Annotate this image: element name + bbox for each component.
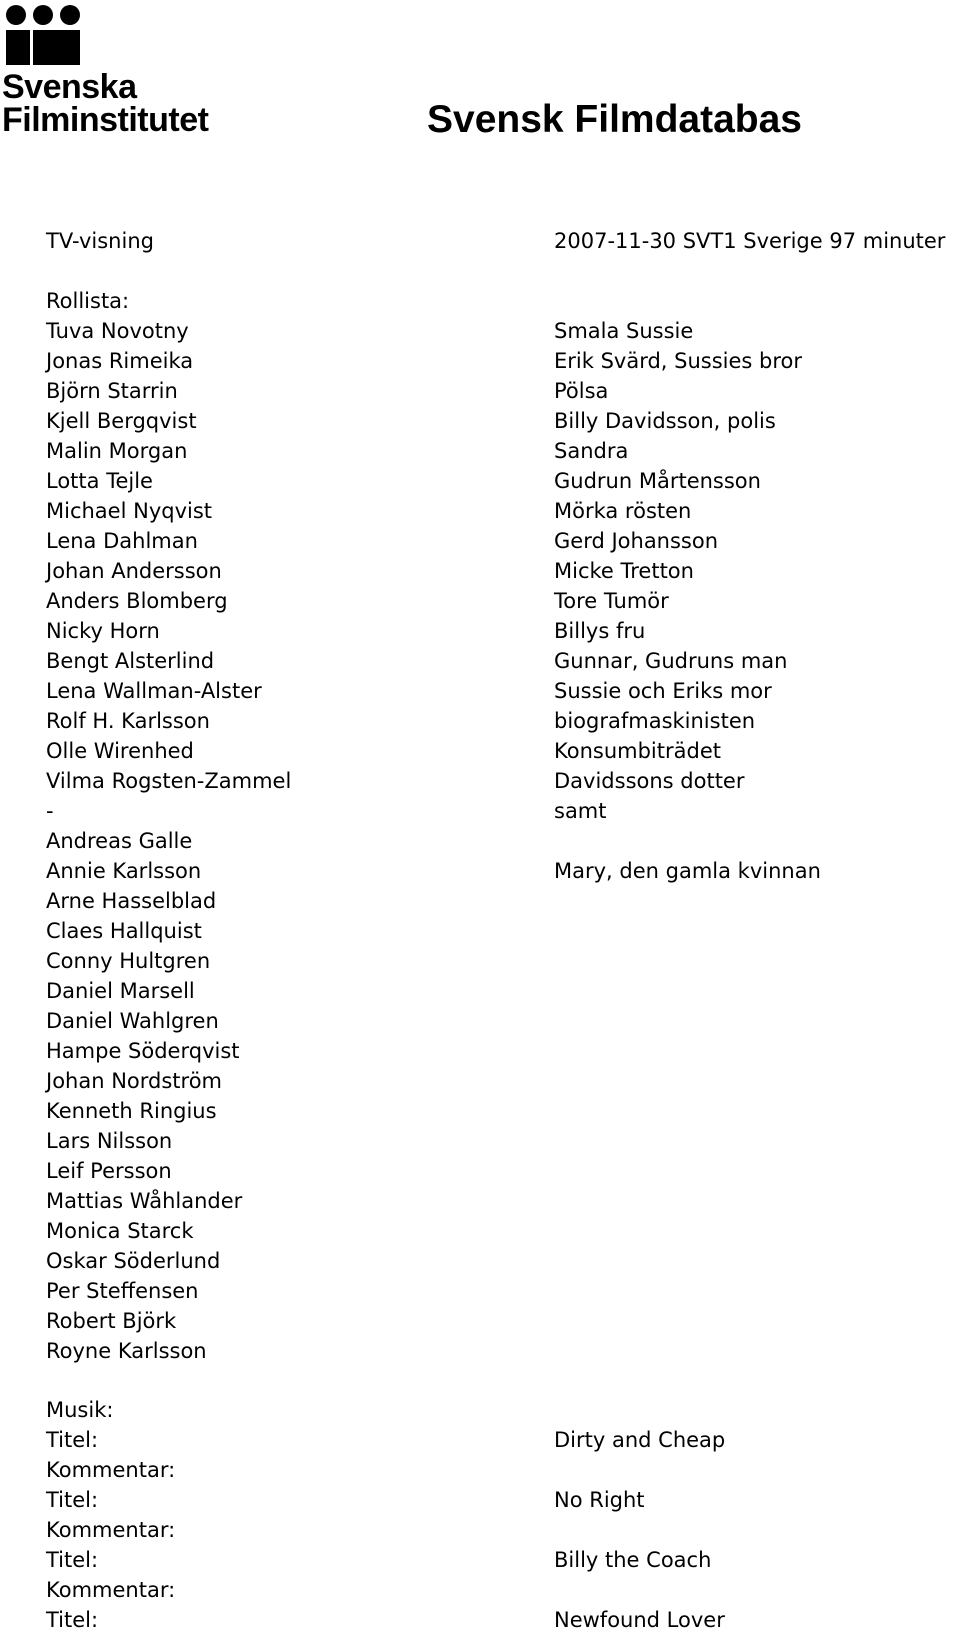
music-field-label: Kommentar:: [46, 1458, 176, 1482]
cast-heading: Rollista:: [46, 289, 130, 313]
music-heading: Musik:: [46, 1398, 114, 1422]
cast-row: [46, 526, 960, 556]
music-field-value: No Right: [554, 1488, 645, 1512]
actor-name: Bengt Alsterlind: [46, 649, 215, 673]
role-name: Micke Tretton: [554, 559, 694, 583]
cast-row: [46, 346, 960, 376]
cast-row: [46, 826, 960, 856]
actor-name: Olle Wirenhed: [46, 739, 194, 763]
role-name: Sandra: [554, 439, 629, 463]
actor-name: Hampe Söderqvist: [46, 1039, 240, 1063]
role-name: biografmaskinisten: [554, 709, 756, 733]
role-name: Billy Davidsson, polis: [554, 409, 776, 433]
cast-row: [46, 796, 960, 826]
actor-name: Tuva Novotny: [46, 319, 189, 343]
actor-name: Claes Hallquist: [46, 919, 202, 943]
cast-row: [46, 766, 960, 796]
role-name: Billys fru: [554, 619, 646, 643]
actor-name: -: [46, 799, 54, 823]
actor-name: Per Steffensen: [46, 1279, 199, 1303]
role-name: Gunnar, Gudruns man: [554, 649, 788, 673]
cast-row: [46, 1036, 960, 1066]
svenska-filminstitutet-logo: [2, 2, 222, 137]
tv-broadcast-row: [46, 226, 960, 256]
music-field-label: Titel:: [46, 1488, 99, 1512]
role-name: Gudrun Mårtensson: [554, 469, 761, 493]
cast-row: [46, 1276, 960, 1306]
cast-row: [46, 1246, 960, 1276]
cast-row: [46, 466, 960, 496]
actor-name: Malin Morgan: [46, 439, 188, 463]
actor-name: Jonas Rimeika: [46, 349, 194, 373]
actor-name: Conny Hultgren: [46, 949, 211, 973]
role-name: Erik Svärd, Sussies bror: [554, 349, 803, 373]
music-row: [46, 1515, 960, 1545]
actor-name: Lena Wallman-Alster: [46, 679, 262, 703]
actor-name: Monica Starck: [46, 1219, 194, 1243]
role-name: Tore Tumör: [554, 589, 669, 613]
role-name: Pölsa: [554, 379, 609, 403]
logo-mark-icon: [2, 2, 86, 70]
role-name: samt: [554, 799, 607, 823]
actor-name: Kenneth Ringius: [46, 1099, 217, 1123]
actor-name: Daniel Marsell: [46, 979, 195, 1003]
music-row: [46, 1605, 960, 1635]
actor-name: Rolf H. Karlsson: [46, 709, 210, 733]
music-field-label: Titel:: [46, 1608, 99, 1632]
cast-row: [46, 1216, 960, 1246]
cast-row: [46, 556, 960, 586]
music-field-value: Newfound Lover: [554, 1608, 725, 1632]
cast-row: [46, 1186, 960, 1216]
cast-row: [46, 946, 960, 976]
actor-name: Johan Andersson: [46, 559, 222, 583]
actor-name: Andreas Galle: [46, 829, 193, 853]
cast-row: [46, 406, 960, 436]
cast-row: [46, 886, 960, 916]
role-name: Sussie och Eriks mor: [554, 679, 772, 703]
cast-row: [46, 376, 960, 406]
cast-row: [46, 1336, 960, 1366]
role-name: Mörka rösten: [554, 499, 692, 523]
role-name: Smala Sussie: [554, 319, 694, 343]
music-row: [46, 1575, 960, 1605]
cast-row: [46, 1156, 960, 1186]
actor-name: Lars Nilsson: [46, 1129, 173, 1153]
cast-row: [46, 496, 960, 526]
cast-row: [46, 586, 960, 616]
cast-row: [46, 1096, 960, 1126]
actor-name: Lotta Tejle: [46, 469, 153, 493]
actor-name: Johan Nordström: [46, 1069, 223, 1093]
music-field-label: Kommentar:: [46, 1518, 176, 1542]
music-row: [46, 1425, 960, 1455]
music-field-value: Billy the Coach: [554, 1548, 712, 1572]
music-field-label: Titel:: [46, 1548, 99, 1572]
cast-row: [46, 676, 960, 706]
cast-row: [46, 1006, 960, 1036]
cast-row: [46, 916, 960, 946]
actor-name: Nicky Horn: [46, 619, 160, 643]
music-field-label: Kommentar:: [46, 1578, 176, 1602]
cast-row: [46, 706, 960, 736]
role-name: Mary, den gamla kvinnan: [554, 859, 821, 883]
actor-name: Michael Nyqvist: [46, 499, 213, 523]
cast-row: [46, 1306, 960, 1336]
cast-row: [46, 856, 960, 886]
cast-row: [46, 616, 960, 646]
role-name: Davidssons dotter: [554, 769, 745, 793]
actor-name: Leif Persson: [46, 1159, 172, 1183]
actor-name: Mattias Wåhlander: [46, 1189, 243, 1213]
role-name: Gerd Johansson: [554, 529, 719, 553]
actor-name: Oskar Söderlund: [46, 1249, 221, 1273]
logo-text-line2: Filminstitutet: [2, 101, 209, 139]
actor-name: Daniel Wahlgren: [46, 1009, 219, 1033]
tv-broadcast-label: TV-visning: [46, 229, 154, 253]
cast-row: [46, 1126, 960, 1156]
cast-row: [46, 976, 960, 1006]
tv-broadcast-value: 2007-11-30 SVT1 Sverige 97 minuter: [554, 229, 946, 253]
actor-name: Arne Hasselblad: [46, 889, 217, 913]
music-row: [46, 1455, 960, 1485]
music-field-value: Dirty and Cheap: [554, 1428, 726, 1452]
actor-name: Royne Karlsson: [46, 1339, 207, 1363]
music-row: [46, 1545, 960, 1575]
page-title: Svensk Filmdatabas: [427, 98, 802, 141]
actor-name: Lena Dahlman: [46, 529, 198, 553]
actor-name: Robert Björk: [46, 1309, 177, 1333]
role-name: Konsumbiträdet: [554, 739, 721, 763]
actor-name: Björn Starrin: [46, 379, 178, 403]
actor-name: Kjell Bergqvist: [46, 409, 197, 433]
logo-text-line1: Svenska: [2, 68, 137, 106]
music-field-label: Titel:: [46, 1428, 99, 1452]
actor-name: Annie Karlsson: [46, 859, 202, 883]
actor-name: Anders Blomberg: [46, 589, 228, 613]
cast-row: [46, 1066, 960, 1096]
cast-row: [46, 316, 960, 346]
cast-row: [46, 436, 960, 466]
cast-row: [46, 736, 960, 766]
actor-name: Vilma Rogsten-Zammel: [46, 769, 292, 793]
music-row: [46, 1485, 960, 1515]
cast-row: [46, 646, 960, 676]
